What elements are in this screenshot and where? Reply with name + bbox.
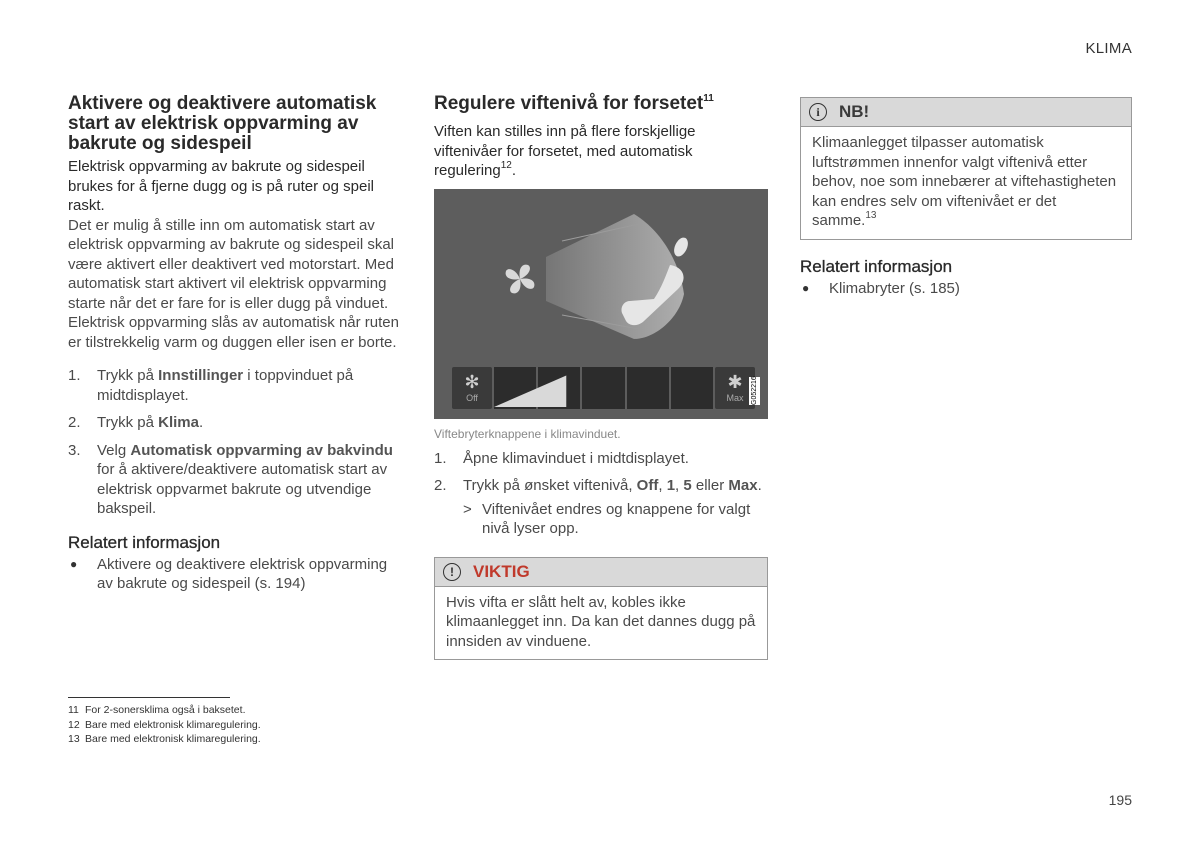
bullet-icon: ● xyxy=(70,556,78,571)
fan-off-button[interactable]: ✻ Off xyxy=(452,367,492,409)
step-item: 1. Åpne klimavinduet i midtdisplayet. xyxy=(434,449,689,467)
related-link[interactable]: ● Klimabryter (s. 185) xyxy=(802,279,960,297)
left-related-list xyxy=(68,555,402,594)
fan-icon xyxy=(506,264,535,293)
warning-box xyxy=(434,557,768,661)
left-body: Det er mulig å stille inn om automatisk start av elektrisk oppvarming av bakrute og sidespeil skal være aktivert eller deaktivert ved motorstart. Med automatisk start aktivert vil elektrisk oppvarming starte når det er fare for is eller dugg på vinduet. Elektrisk oppvarming slås av automatisk når ruten er tilstrekkelig varm og duggen eller isen er borte. xyxy=(68,216,399,351)
footnote: 11 For 2-sonersklima også i baksetet. xyxy=(68,704,246,716)
note-title: NB! xyxy=(839,102,870,121)
airflow-illustration xyxy=(434,189,768,364)
warning-header xyxy=(435,558,767,587)
fan-max-icon: ✱ xyxy=(727,371,743,392)
fan-level-segment[interactable] xyxy=(582,367,624,409)
step-item: 2. Trykk på Klima. xyxy=(68,414,204,431)
figure-caption: Viftebryterknappene i klimavinduet. xyxy=(434,426,621,441)
footnote-divider xyxy=(68,697,230,698)
note-box xyxy=(800,97,1132,240)
warning-text: Hvis vifta er slått helt av, kobles ikke klimaanlegget inn. Da kan det dannes dugg på innsiden av vinduene. xyxy=(446,593,756,650)
info-icon: i xyxy=(809,103,827,121)
footnote: 12 Bare med elektronisk klimaregulering. xyxy=(68,718,261,731)
right-related-list xyxy=(800,279,1132,299)
bullet-icon: ● xyxy=(802,280,810,295)
left-steps xyxy=(68,366,402,519)
note-header xyxy=(801,98,1131,127)
fan-level-segment[interactable] xyxy=(538,367,580,409)
left-column xyxy=(68,94,402,594)
step-item: 3. Velg Automatisk oppvarming av bakvindu for å aktivere/deaktivere automatisk start av elektrisk oppvarmet bakrute og utvendige bakspeil. xyxy=(68,441,393,517)
step-result: > Viftenivået endres og knappene for valgt nivå lyser opp. xyxy=(463,500,751,537)
page-number: 195 xyxy=(1108,792,1132,808)
fan-control-figure xyxy=(434,189,768,419)
right-column xyxy=(800,97,1132,298)
middle-steps xyxy=(434,449,768,539)
fan-level-segment[interactable] xyxy=(671,367,713,409)
step-item: 1. Trykk på Innstillinger i toppvinduet på midtdisplayet. xyxy=(68,367,354,404)
middle-heading: Regulere viftenivå for forsetet$^{11}$ xyxy=(434,92,714,114)
warning-title: VIKTIG xyxy=(473,561,530,581)
note-text: Klimaanlegget tilpasser automatisk luftstrømmen innenfor valgt viftenivå etter behov, noe som innebærer at viftehastigheten kan endres selv om viftenivået er det samme.$^{13}$ xyxy=(812,134,1117,229)
warning-icon: ! xyxy=(443,563,461,581)
fan-level-bar xyxy=(452,367,755,409)
fan-off-icon: ✻ xyxy=(464,371,480,392)
left-heading: Aktivere og deaktivere automatisk start av elektrisk oppvarming av bakrute og sidespeil xyxy=(68,93,377,154)
footnote: 13 Bare med elektronisk klimaregulering. xyxy=(68,733,261,745)
fan-level-segment[interactable] xyxy=(627,367,669,409)
right-related-heading: Relatert informasjon xyxy=(800,256,953,276)
section-title: KLIMA xyxy=(1085,40,1132,57)
related-link[interactable]: ● Aktivere og deaktivere elektrisk oppvarming av bakrute og sidespeil (s. 194) xyxy=(70,555,388,592)
left-lead: Elektrisk oppvarming av bakrute og sidespeil brukes for å fjerne dugg og is på ruter og speil raskt. xyxy=(68,158,375,214)
middle-column xyxy=(434,94,768,660)
fan-max-button[interactable]: ✱ Max xyxy=(715,367,755,409)
step-item: 2. Trykk på ønsket viftenivå, Off, 1, 5 eller Max. > Viftenivået endres og knappene for valgt nivå lyser opp. xyxy=(434,476,768,539)
fan-level-segment[interactable] xyxy=(494,367,536,409)
footnotes xyxy=(68,697,468,747)
figure-code: G052216 xyxy=(751,375,758,405)
middle-intro: Viften kan stilles inn på flere forskjellige viftenivåer for forsetet, med automatisk regulering$^{12}$. xyxy=(434,123,696,179)
left-related-heading: Relatert informasjon xyxy=(68,532,221,552)
